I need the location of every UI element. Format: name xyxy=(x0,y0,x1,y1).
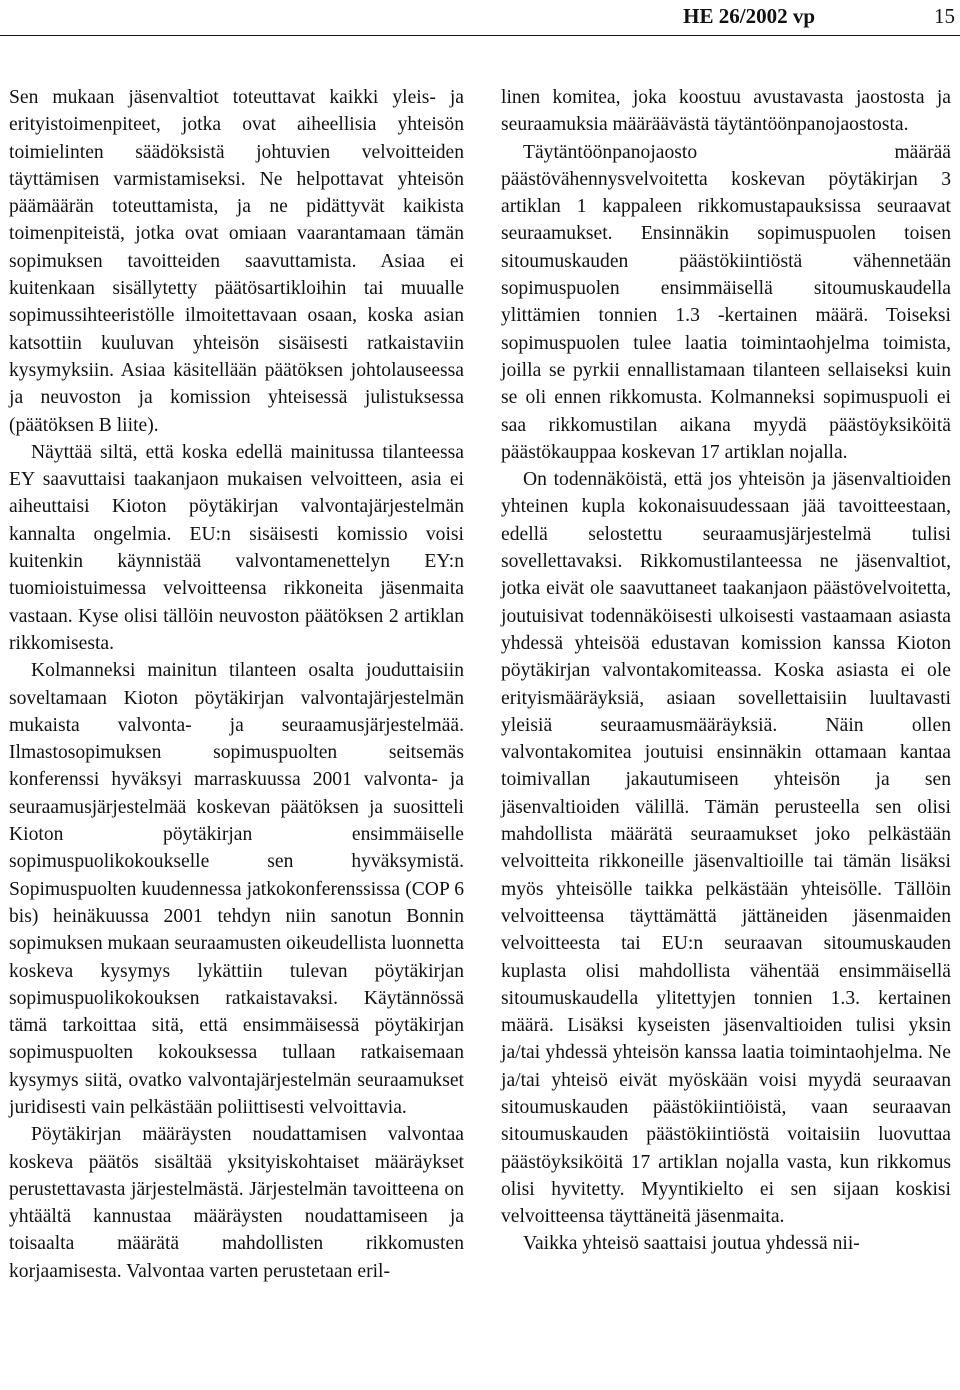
paragraph: Kolmanneksi mainitun tilanteen osalta jouduttaisiin soveltamaan Kioton pöytäkirjan valvontajärjestelmän mukaista valvonta- ja seuraamusjärjestelmää. Ilmastosopimuksen sopimuspuolten seitsemäs konferenssi hyväksyi marraskuussa 2001 valvonta- ja seuraamusjärjestelmää koskevan päätöksen ja suositteli Kioton pöytäkirjan ensimmäiselle sopimuspuolikokoukselle sen hyväksymistä. Sopimuspuolten kuudennessa jatkokonferenssissa (COP 6 bis) heinäkuussa 2001 tehdyn niin sanotun Bonnin sopimuksen mukaan seuraamusten oikeudellista luonnetta koskeva kysymys lykättiin tulevan pöytäkirjan sopimuspuolikokouksen ratkaistavaksi. Käytännössä tämä tarkoittaa sitä, että ensimmäisessä pöytäkirjan sopimuspuolten kokouksessa tullaan ratkaisemaan kysymys siitä, ovatko valvontajärjestelmän seuraamukset juridisesti vain pelkästään poliittisesti velvoittavia. xyxy=(9,660,464,1118)
paragraph: Vaikka yhteisö saattaisi joutua yhdessä nii- xyxy=(523,1233,860,1255)
paragraph: Sen mukaan jäsenvaltiot toteuttavat kaikki yleis- ja erityistoimenpiteet, jotka ovat aiheellisia yhteisön toimielinten säädöksistä johtuvien velvoitteiden täyttämisen varmistamiseksi. Ne helpottavat yhteisön päämäärän toteuttamista, ja ne pidättyvät kaikista toimenpiteistä, jotka ovat omiaan vaarantamaan tämän sopimuksen tavoitteiden saavuttamista. Asiaa ei kuitenkaan sisällytetty päätösartikloihin tai muualle sopimussihteeristölle ilmoitettavaan osaan, koska asian katsottiin kuuluvan yhteisön sisäisesti ratkaistaviin kysymyksiin. Asiaa käsitellään päätöksen johtolauseessa ja neuvoston ja komission yhteisessä julistuksessa (päätöksen B liite). xyxy=(9,87,464,436)
paragraph: Pöytäkirjan määräysten noudattamisen valvontaa koskeva päätös sisältää yksityiskohtaiset määräykset perustettavasta järjestelmästä. Järjestelmän tavoitteena on yhtäältä kannustaa määräysten noudattamiseen ja toisaalta määrätä mahdollisten rikkomusten korjaamisesta. Valvontaa varten perustetaan eril- xyxy=(9,1124,464,1282)
paragraph: linen komitea, joka koostuu avustavasta jaostosta ja seuraamuksia määräävästä täytäntöönpanojaostosta. xyxy=(501,87,951,136)
paragraph: On todennäköistä, että jos yhteisön ja jäsenvaltioiden yhteinen kupla kokonaisuudessaan jää tavoitteestaan, edellä selostettu seuraamusjärjestelmä tulisi sovellettavaksi. Rikkomustilanteessa ne jäsenvaltiot, jotka eivät ole saavuttaneet taakanjaon päästövelvoitetta, joutuisivat todennäköisesti ulkoisesti vastaamaan asiasta yhdessä yhteisöä edustavan komission kanssa Kioton pöytäkirjan valvontakomiteassa. Koska asiasta ei ole erityismääräyksiä, asiaan sovellettaisiin luultavasti yleisiä seuraamusmääräyksiä. Näin ollen valvontakomitea joutuisi ensinnäkin ottamaan kantaa toimivallan jakautumiseen yhteisön ja sen jäsenvaltioiden välillä. Tämän perusteella sen olisi mahdollista määrätä seuraamukset joko pelkästään velvoitteita rikkoneille jäsenvaltioille tai tämän lisäksi myös yhteisölle taikka pelkästään yhteisölle. Tällöin velvoitteensa täyttämättä jättäneiden jäsenmaiden velvoitteesta tai EU:n seuraavan sitoumuskauden kuplasta olisi mahdollista vähentää ensimmäisellä sitoumuskaudella ylitettyjen tonnien 1.3. kertainen määrä. Lisäksi kyseisten jäsenvaltioiden tulisi yksin ja/tai yhdessä yhteisön kanssa laatia toimintaohjelma. Ne ja/tai yhteisö eivät myöskään voisi myydä seuraavan sitoumuskauden päästökiintiöistä, vaan seuraavan sitoumuskauden päästökiintiöstä voitaisiin luovuttaa päästöyksiköitä 17 artiklan nojalla vasta, kun rikkomus olisi hyvitetty. Myyntikielto ei sen sijaan koskisi velvoitteensa täyttäneitä jäsenmaita. xyxy=(501,469,951,1228)
page-number: 15 xyxy=(934,4,955,28)
right-column xyxy=(501,84,951,1258)
paragraph: Täytäntöönpanojaosto määrää päästövähennysvelvoitetta koskevan pöytäkirjan 3 artiklan 1 kappaleen rikkomustapauksissa seuraavat seuraamukset. Ensinnäkin sopimuspuolen toisen sitoumuskauden päästökiintiöstä vähennetään sopimuspuolen ensimmäisellä sitoumuskaudella ylittämien tonnien 1.3 -kertainen määrä. Toiseksi sopimuspuolen tulee laatia toimintaohjelma toimista, joilla se pyrkii ennallistamaan tilanteen sellaiseksi kuin se oli ennen rikkomusta. Kolmanneksi sopimuspuoli ei saa rikkomustilan aikana myydä päästöyksiköitä päästökauppaa koskevan 17 artiklan nojalla. xyxy=(501,141,951,463)
header-rule xyxy=(0,35,960,36)
paragraph: Näyttää siltä, että koska edellä mainitussa tilanteessa EY saavuttaisi taakanjaon mukaisen velvoitteen, asia ei aiheuttaisi Kioton pöytäkirjan valvontajärjestelmän kannalta ongelmia. EU:n sisäisesti komissio voisi kuitenkin käynnistää valvontamenettelyn EY:n tuomioistuimessa velvoitteensa rikkoneita jäsenmaita vastaan. Kyse olisi tällöin neuvoston päätöksen 2 artiklan rikkomisesta. xyxy=(9,441,464,654)
page-header xyxy=(0,0,960,40)
left-column xyxy=(9,84,464,1285)
document-id: HE 26/2002 vp xyxy=(683,4,815,28)
